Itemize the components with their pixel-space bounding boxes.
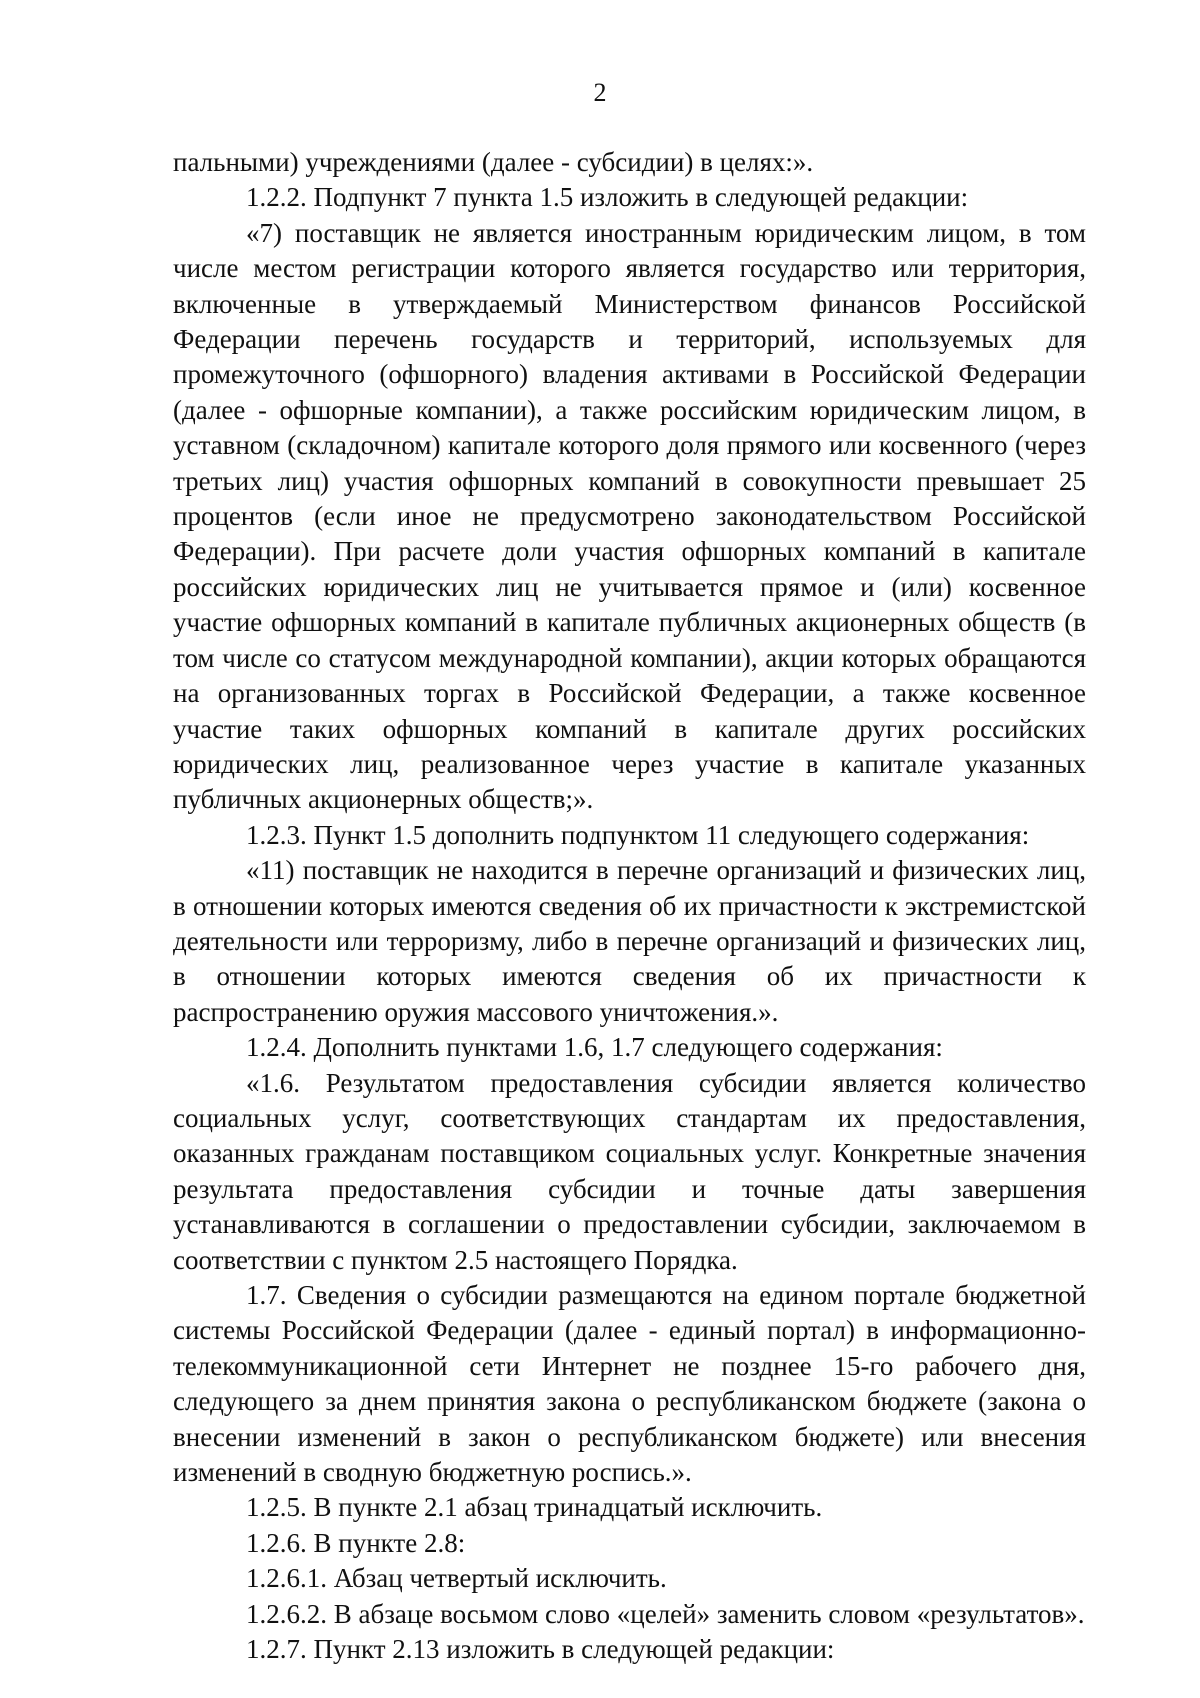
paragraph-1-2-4: 1.2.4. Дополнить пунктами 1.6, 1.7 следующего содержания: [246,1032,943,1063]
paragraph-1-2-5: 1.2.5. В пункте 2.1 абзац тринадцатый исключить. [246,1492,823,1523]
paragraph-subitem-11: «11) поставщик не находится в перечне организаций и физических лиц, в отношении которых имеются сведения об их причастности к экстремистской деятельности или терроризму, либо в перечне организаций и физических лиц, в отношении которых имеются сведения об их причастности к распространению оружия массового уничтожения.». [173,855,1086,1027]
paragraph-1-2-6: 1.2.6. В пункте 2.8: [246,1527,466,1558]
paragraph-1-2-6-1: 1.2.6.1. Абзац четвертый исключить. [246,1563,667,1594]
paragraph-continuation: пальными) учреждениями (далее - субсидии) в целях:». [173,147,814,177]
paragraph-1-2-6-2: 1.2.6.2. В абзаце восьмом слово «целей» заменить словом «результатов». [246,1598,1085,1629]
paragraph-1-2-2: 1.2.2. Подпункт 7 пункта 1.5 изложить в следующей редакции: [246,182,969,213]
paragraph-1-2-7: 1.2.7. Пункт 2.13 изложить в следующей редакции: [246,1634,835,1665]
paragraph-1-2-3: 1.2.3. Пункт 1.5 дополнить подпунктом 11 следующего содержания: [246,819,1030,850]
paragraph-subitem-7: «7) поставщик не является иностранным юридическим лицом, в том числе местом регистрации которого является государство или территория, включенные в утверждаемый Министерством финансов Российской Федерации перечень государств и территорий, используемых для промежуточного (офшорного) владения активами в Российской Федерации (далее - офшорные компании), а также российским юридическим лицом, в уставном (складочном) капитале которого доля прямого или косвенного (через третьих лиц) участия офшорных компаний в совокупности превышает 25 процентов (если иное не предусмотрено законодательством Российской Федерации). При расчете доли участия офшорных компаний в капитале российских юридических лиц не учитывается прямое и (или) косвенное участие офшорных компаний в капитале публичных акционерных обществ (в том числе со статусом международной компании), акции которых обращаются на организованных торгах в Российской Федерации, а также косвенное участие таких офшорных компаний в капитале других российских юридических лиц, реализованное через участие в капитале указанных публичных акционерных обществ;». [173,217,1086,815]
document-body [173,145,1086,1667]
paragraph-1-6: «1.6. Результатом предоставления субсидии является количество социальных услуг, соответствующих стандартам их предоставления, оказанных гражданам поставщиком социальных услуг. Конкретные значения результата предоставления субсидии и точные даты завершения устанавливаются в соглашении о предоставлении субсидии, заключаемом в соответствии с пунктом 2.5 настоящего Порядка. [173,1067,1086,1275]
page-number: 2 [593,78,607,107]
paragraph-1-7: 1.7. Сведения о субсидии размещаются на едином портале бюджетной системы Российской Федерации (далее - единый портал) в информационно-телекоммуникационной сети Интернет не позднее 15-го рабочего дня, следующего за днем принятия закона о республиканском бюджете (закона о внесении изменений в закон о республиканском бюджете) или внесения изменений в сводную бюджетную роспись.». [173,1280,1086,1488]
